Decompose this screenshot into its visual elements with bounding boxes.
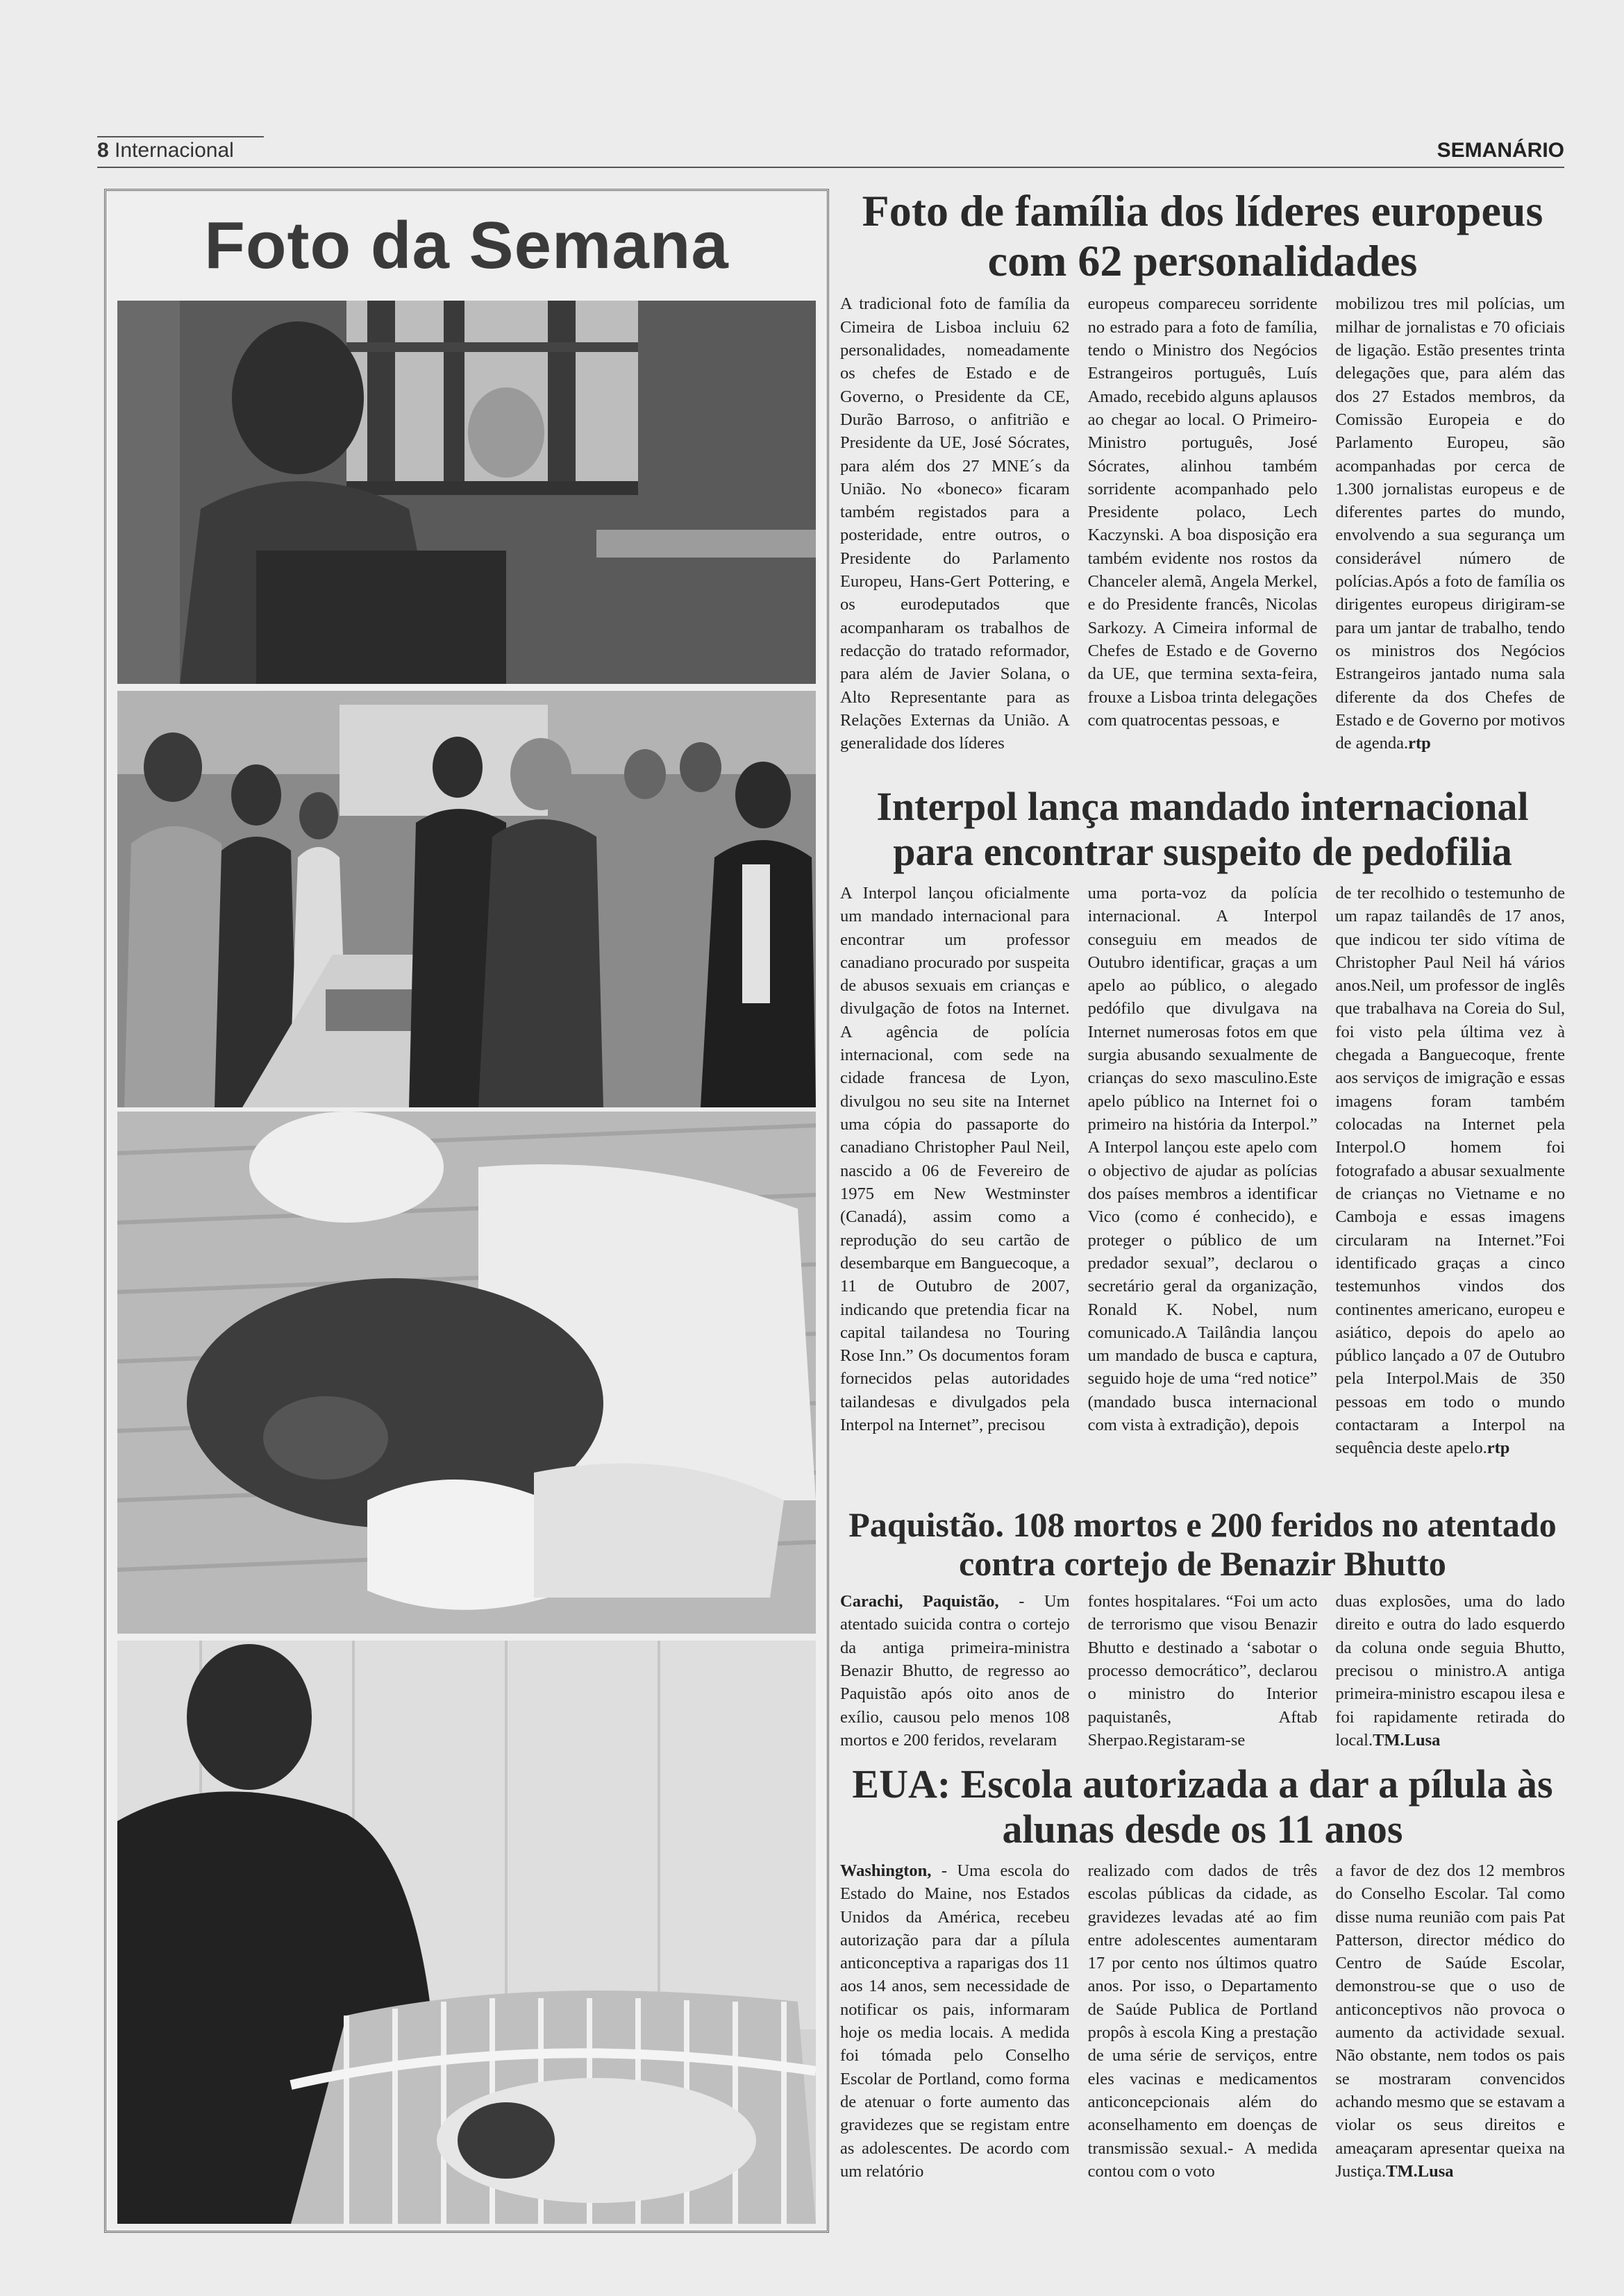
article-signature: rtp	[1487, 1439, 1510, 1458]
photo-man-at-window	[117, 301, 816, 684]
article-body	[840, 882, 1565, 1460]
article-column	[840, 1590, 1070, 1752]
article-dateline: Carachi, Paquistão,	[840, 1592, 999, 1611]
photo-sleeping-infant	[117, 1112, 816, 1634]
article-column	[1335, 882, 1565, 1460]
article-headline: Paquistão. 108 mortos e 200 feridos no atentado contra cortejo de Benazir Bhutto	[848, 1505, 1557, 1583]
article-column	[1335, 1859, 1565, 2183]
article-signature: rtp	[1408, 734, 1431, 753]
article-text: uma porta-voz da polícia internacional. A Interpol conseguiu em meados de Outubro identificar, graças a um apelo ao público, o alegado pedófilo que divulgava na Internet numerosas fotos em que surgia abusando sexualmente de crianças do sexo masculino.Este apelo público na Internet foi o primeiro na história da Interpol.” A Interpol lançou este apelo com o objectivo de ajudar as polícias dos países membros a identificar Vico (como é conhecido), e proteger o público de um predador sexual”, declarou o secretário geral da organização, Ronald K. Nobel, num comunicado.A Tailândia lançou um mandado de busca e captura, seguido hoje de uma “red notice” (mandado busca internacional com vista à extradição), depois	[1087, 883, 1318, 1435]
photo-officials-at-market-table	[117, 691, 816, 1107]
article-headline: Interpol lança mandado internacional para encontrar suspeito de pedofilia	[876, 784, 1529, 874]
article-column	[1088, 882, 1318, 1460]
article-column	[1088, 1590, 1318, 1752]
page-number: 8	[97, 139, 109, 162]
article-text: fontes hospitalares. “Foi um acto de terrorismo que visou Benazir Bhutto e destinado a ‘sabotar o processo democrático”, declarou o ministro do Interior paquistanês, Aftab Sherpao.Registaram-se	[1087, 1592, 1318, 1750]
article-column	[840, 292, 1070, 755]
article-body	[840, 292, 1565, 755]
article-signature: TM.Lusa	[1386, 2161, 1454, 2181]
article-column	[1088, 1859, 1318, 2183]
article-column	[840, 1859, 1070, 2183]
article-interpol	[840, 785, 1565, 1460]
article-column	[1335, 1590, 1565, 1752]
article-text: europeus compareceu sorridente no estrado para a foto de família, tendo o Ministro dos Negócios Estrangeiros português, Luís Amado, recebido alguns aplausos ao chegar ao local. O Primeiro-Ministro português, José Sócrates, alinhou também sorridente acompanhado pelo Presidente polaco, Lech Kaczynski. A boa disposição era também evidente nos rostos da Chanceler alemã, Angela Merkel, e do Presidente francês, Nicolas Sarkozy. A Cimeira informal de Chefes de Estado e de Governo da UE, que termina sexta-feira, frouxe a Lisboa trinta delegações com quatrocentas pessoas, e	[1087, 294, 1318, 730]
article-dateline: Washington,	[840, 1861, 932, 1880]
article-column	[1335, 292, 1565, 755]
article-column	[1088, 292, 1318, 755]
article-text: A Interpol lançou oficialmente um mandado internacional para encontrar um professor canadiano procurado por suspeita de abusos sexuais em crianças e divulgação de fotos na Internet. A agência de polícia internacional, com sede na cidade francesa de Lyon, divulgou no seu site na Internet uma cópia do passaporte do canadiano Christopher Paul Neil, nascido a 06 de Fevereiro de 1975 em New Westminster (Canadá), assim como a reprodução do seu cartão de desembarque em Banguecoque, a 11 de Outubro de 2007, indicando que pretendia ficar na capital tailandesa no Touring Rose Inn.” Os documentos foram fornecidos pelas autoridades tailandesas e divulgados pela Interpol na Internet”, precisou	[840, 883, 1070, 1435]
article-text: a favor de dez dos 12 membros do Conselho Escolar. Tal como disse numa reunião com pais Pat Patterson, director médico do Centro de Saúde Escolar, demonstrou-se que o uso de anticonceptivos não provoca o aumento da actividade sexual. Não obstante, nem todos os pais se mostraram convencidos achando mesmo que se estavam a violar os seus direitos e ameaçaram apresentar queixa na Justiça.	[1335, 1861, 1566, 2181]
section-name: Internacional	[115, 139, 234, 162]
article-text: A tradicional foto de família da Cimeira de Lisboa incluiu 62 personalidades, nomeadamente os chefes de Estado e de Governo, o Presidente da CE, Durão Barroso, o anfitrião e Presidente da UE, José Sócrates, para além dos 27 MNE´s da União. No «boneco» ficaram também registados para a posteridade, entre outros, o Presidente do Parlamento Europeu, Hans-Gert Pottering, e os eurodeputados que acompanharam os trabalhos de redacção do tratado reformador, para além de Javier Solana, o Alto Representante para as Relações Externas da União. A generalidade dos líderes	[840, 294, 1070, 753]
header-rule	[97, 167, 1564, 168]
article-body	[840, 1859, 1565, 2183]
article-column	[840, 882, 1070, 1460]
masthead: SEMANÁRIO	[1437, 139, 1564, 162]
article-text: - Um atentado suicida contra o cortejo da antiga primeira-ministra Benazir Bhutto, de regresso ao Paquistão após oito anos de exílio, causou pelo menos 108 mortos e 200 feridos, revelaram	[840, 1592, 1070, 1750]
article-pakistan	[840, 1505, 1565, 1752]
article-headline: EUA: Escola autorizada a dar a pílula às alunas desde os 11 anos	[852, 1761, 1553, 1852]
article-text: realizado com dados de três escolas públicas da cidade, as gravidezes levadas até ao fim entre adolescentes aumentaram 17 por cento nos últimos quatro anos. Por isso, o Departamento de Saúde Publica de Portland propôs à escola King a prestação de uma série de serviços, entre eles vacinas e medicamentos anticoncepcionais além do aconselhamento em doenças de transmissão sexual.- A medida contou com o voto	[1087, 1861, 1318, 2181]
article-headline: Foto de família dos líderes europeus com 62 personalidades	[862, 186, 1543, 285]
article-signature: TM.Lusa	[1373, 1730, 1441, 1750]
article-text: - Uma escola do Estado do Maine, nos Estados Unidos da América, recebeu autorização para dar a pílula anticonceptiva a raparigas dos 11 aos 14 anos, sem necessidade de notificar os pais, informaram hoje os media locais. A medida foi tómada pelo Conselho Escolar de Portland, como forma de atenuar o forte aumento das gravidezes que se registam entre as adolescentes. De acordo com um relatório	[840, 1861, 1070, 2181]
article-family-photo	[840, 186, 1565, 755]
article-body	[840, 1590, 1565, 1752]
photo-mother-with-baby-in-cot	[117, 1641, 816, 2224]
article-text: de ter recolhido o testemunho de um rapaz tailandês de 17 anos, que indicou ter sido vítima de Christopher Paul Neil há vários anos.Neil, um professor de inglês que trabalhava na Coreia do Sul, foi visto pela última vez à chegada a Banguecoque, frente aos serviços de imigração e essas imagens foram também colocadas na Internet pela Interpol.O homem foi fotografado a abusar sexualmente de crianças no Vietname e no Camboja e essas imagens circularam na Internet.”Foi identificado graças a cinco testemunhos vindos dos continentes americano, europeu e asiático, depois do apelo ao público lançado a 07 de Outubro pela Interpol.Mais de 350 pessoas em todo o mundo contactaram a Interpol na sequência deste apelo.	[1335, 883, 1566, 1458]
article-usa-school	[840, 1762, 1565, 2183]
article-text: duas explosões, uma do lado direito e outra do lado esquerdo da coluna onde seguia Bhutto, precisou o ministro.A antiga primeira-ministro escapou ilesa e foi rapidamente retirada do local.	[1335, 1592, 1566, 1750]
photo-of-the-week-panel	[104, 189, 829, 2233]
page-folio	[97, 139, 234, 162]
photo-panel-title: Foto da Semana	[204, 208, 729, 283]
header-accent-rule	[97, 136, 264, 137]
article-text: mobilizou tres mil polícias, um milhar de jornalistas e 70 oficiais de ligação. Estão presentes trinta delegações que, para além das dos 27 Estados membros, da Comissão Europeia e do Parlamento Europeu, são acompanhadas por cerca de 1.300 jornalistas europeus e de diferentes partes do mundo, envolvendo a sua segurança um considerável número de polícias.Após a foto de família os dirigentes europeus dirigiram-se para um jantar de trabalho, tendo os ministros dos Negócios Estrangeiros jantado numa sala diferente da dos Chefes de Estado e de Governo por motivos de agenda.	[1335, 294, 1566, 753]
